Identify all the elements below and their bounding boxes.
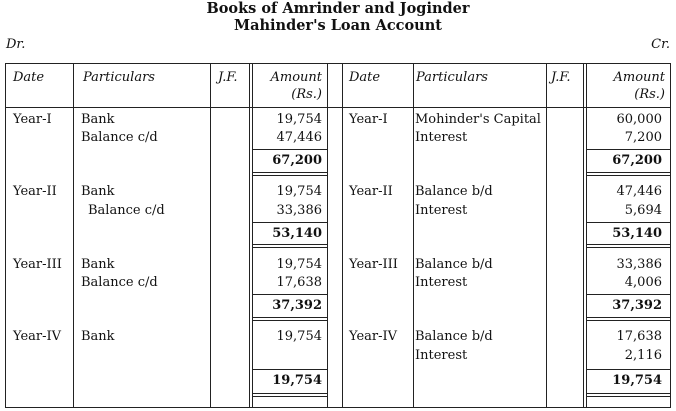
amount-cell-cr: 17,638 [616, 329, 662, 344]
particulars-cell-cr: Mohinder's Capital [415, 112, 541, 127]
total-rule-bottom-cr [586, 244, 670, 245]
date-cell-cr: Year-IV [349, 329, 398, 344]
header-amount-cr: Amount [613, 70, 665, 85]
particulars-cell-cr: Balance b/d [415, 184, 493, 199]
total-rule-top-cr [586, 149, 670, 150]
date-cell: Year-III [13, 257, 62, 272]
amount-cell-cr: 7,200 [624, 130, 662, 145]
header-rule [6, 107, 670, 108]
rule-jf-amount [249, 64, 250, 407]
particulars-cell-cr: Interest [415, 275, 468, 290]
amount-cell: 19,754 [276, 112, 322, 127]
total-rule-double [252, 320, 327, 321]
header-jf-cr: J.F. [551, 70, 571, 85]
total-rule-top [252, 222, 327, 223]
amount-cell: 47,446 [276, 130, 322, 145]
amount-cell: 19,754 [276, 184, 322, 199]
amount-cell-cr: 47,446 [616, 184, 662, 199]
total-rule-top [252, 149, 327, 150]
particulars-cell: Bank [81, 257, 115, 272]
total-rule-double-cr [586, 247, 670, 248]
date-cell: Year-I [13, 112, 52, 127]
total-amount: 19,754 [272, 373, 322, 388]
amount-cell: 33,386 [276, 203, 322, 218]
total-rule-top-cr [586, 222, 670, 223]
account-title: Mahinder's Loan Account [234, 17, 442, 34]
particulars-cell-cr: Interest [415, 348, 468, 363]
particulars-cell-cr: Interest [415, 203, 468, 218]
total-rule-bottom-cr [586, 393, 670, 394]
particulars-cell-cr: Balance b/d [415, 329, 493, 344]
amount-cell: 17,638 [276, 275, 322, 290]
total-amount-cr: 53,140 [612, 226, 662, 241]
rule-debit-credit [327, 64, 328, 407]
total-amount-cr: 37,392 [612, 298, 662, 313]
total-rule-top [252, 369, 327, 370]
rule-particulars-jf [210, 64, 211, 407]
particulars-cell-cr: Interest [415, 130, 468, 145]
total-rule-bottom [252, 317, 327, 318]
particulars-cell: Bank [81, 329, 115, 344]
header-jf: J.F. [218, 70, 238, 85]
total-rule-double [252, 175, 327, 176]
total-rule-double [252, 396, 327, 397]
total-rule-bottom [252, 393, 327, 394]
amount-cell: 19,754 [276, 257, 322, 272]
credit-side-label: Cr. [651, 37, 670, 52]
ledger-table [5, 63, 671, 408]
debit-side-label: Dr. [6, 37, 26, 52]
particulars-cell: Balance c/d [81, 275, 158, 290]
total-rule-top [252, 294, 327, 295]
particulars-cell: Balance c/d [88, 203, 165, 218]
total-rule-double [252, 247, 327, 248]
total-rule-double-cr [586, 175, 670, 176]
amount-cell-cr: 33,386 [616, 257, 662, 272]
total-amount-cr: 19,754 [612, 373, 662, 388]
particulars-cell: Balance c/d [81, 130, 158, 145]
header-amount: Amount [270, 70, 322, 85]
total-rule-bottom [252, 172, 327, 173]
date-cell-cr: Year-I [349, 112, 388, 127]
total-amount: 53,140 [272, 226, 322, 241]
total-rule-top-cr [586, 369, 670, 370]
amount-cell-cr: 4,006 [624, 275, 662, 290]
particulars-cell-cr: Balance b/d [415, 257, 493, 272]
header-particulars-cr: Particulars [416, 70, 488, 85]
amount-cell-cr: 60,000 [616, 112, 662, 127]
total-rule-bottom-cr [586, 317, 670, 318]
total-rule-double-cr [586, 396, 670, 397]
amount-cell-cr: 2,116 [624, 348, 662, 363]
rule-jf-amount-cr [583, 64, 584, 407]
amount-cell-cr: 5,694 [624, 203, 662, 218]
total-rule-bottom [252, 244, 327, 245]
rule-date-particulars [73, 64, 74, 407]
total-amount: 67,200 [272, 153, 322, 168]
date-cell-cr: Year-II [349, 184, 393, 199]
rule-date-particulars-cr [413, 64, 414, 407]
total-rule-double-cr [586, 320, 670, 321]
date-cell-cr: Year-III [349, 257, 398, 272]
header-date-cr: Date [349, 70, 381, 85]
page-title: Books of Amrinder and Joginder [206, 0, 470, 17]
total-amount-cr: 67,200 [612, 153, 662, 168]
rule-debit-credit-inner [342, 64, 343, 407]
date-cell: Year-IV [13, 329, 62, 344]
particulars-cell: Bank [81, 112, 115, 127]
date-cell: Year-II [13, 184, 57, 199]
total-rule-top-cr [586, 294, 670, 295]
header-amount-unit-cr: (Rs.) [634, 87, 665, 102]
total-amount: 37,392 [272, 298, 322, 313]
total-rule-bottom-cr [586, 172, 670, 173]
rule-particulars-jf-cr [546, 64, 547, 407]
header-particulars: Particulars [83, 70, 155, 85]
header-date: Date [13, 70, 45, 85]
amount-cell: 19,754 [276, 329, 322, 344]
header-amount-unit: (Rs.) [291, 87, 322, 102]
particulars-cell: Bank [81, 184, 115, 199]
